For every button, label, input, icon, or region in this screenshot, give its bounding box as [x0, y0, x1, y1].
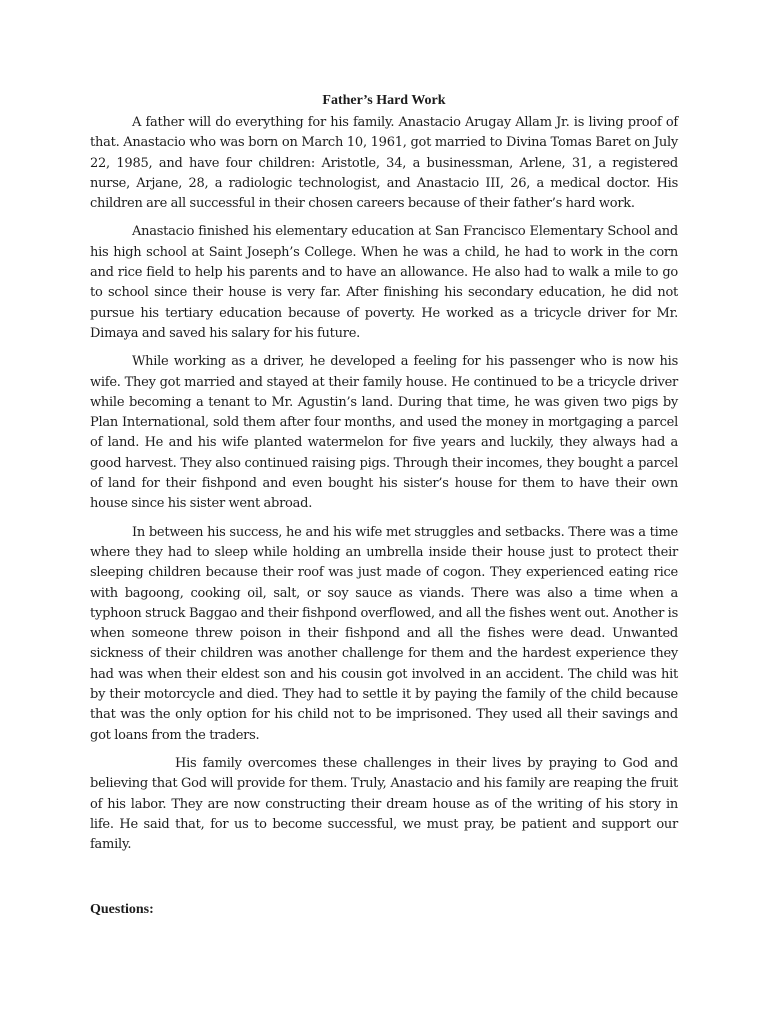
- paragraph-conclusion: His family overcomes these challenges in their lives by praying to God and believing that God will provide for them. Truly, Anastacio and his family are reaping the fruit of his labor. They are now constructing their dream house as of the writing of his story in life. He said that, for us to become successful, we must pray, be patient and support our family.: [90, 755, 678, 853]
- document-body: [90, 90, 678, 863]
- document-title: Father’s Hard Work: [322, 93, 446, 108]
- paragraph-marriage: While working as a driver, he developed a feeling for his passenger who is now his wife. They got married and stayed at their family house. He continued to be a tricycle driver while becoming a tenant to Mr. Agustin’s land. During that time, he was given two pigs by Plan International, sold them after four months, and used the money in mortgaging a parcel of land. He and his wife planted watermelon for five years and luckily, they always had a good harvest. They also continued raising pigs. Through their incomes, they bought a parcel of land for their fishpond and even bought his sister’s house for them to have their own house since his sister went abroad.: [90, 354, 678, 512]
- paragraph-intro: A father will do everything for his family. Anastacio Arugay Allam Jr. is living proof of that. Anastacio who was born on March 10, 1961, got married to Divina Tomas Baret on July 22, 1985, and have four children: Aristotle, 34, a businessman, Arlene, 31, a registered nurse, Arjane, 28, a radiologic technologist, and Anastacio III, 26, a medical doctor. His children are all successful in their chosen careers because of their father’s hard work.: [90, 115, 678, 212]
- paragraph-education: Anastacio finished his elementary education at San Francisco Elementary School and his high school at Saint Joseph’s College. When he was a child, he had to work in the corn and rice field to help his parents and to have an allowance. He also had to walk a mile to go to school since their house is very far. After finishing his secondary education, he did not pursue his tertiary education because of poverty. He worked as a tricycle driver for Mr. Dimaya and saved his salary for his future.: [90, 224, 678, 341]
- paragraph-struggles: In between his success, he and his wife met struggles and setbacks. There was a time where they had to sleep while holding an umbrella inside their house just to protect their sleeping children because their roof was just made of cogon. They experienced eating rice with bagoong, cooking oil, salt, or soy sauce as viands. There was also a time when a typhoon struck Baggao and their fishpond overflowed, and all the fishes went out. Another is when someone threw poison in their fishpond and all the fishes were dead. Unwanted sickness of their children was another challenge for them and the hardest experience they had was when their eldest son and his cousin got involved in an accident. The child was hit by their motorcycle and died. They had to settle it by paying the family of the child because that was the only option for his child not to be imprisoned. They used all their savings and got loans from the traders.: [90, 524, 678, 743]
- questions-heading: Questions:: [90, 902, 154, 917]
